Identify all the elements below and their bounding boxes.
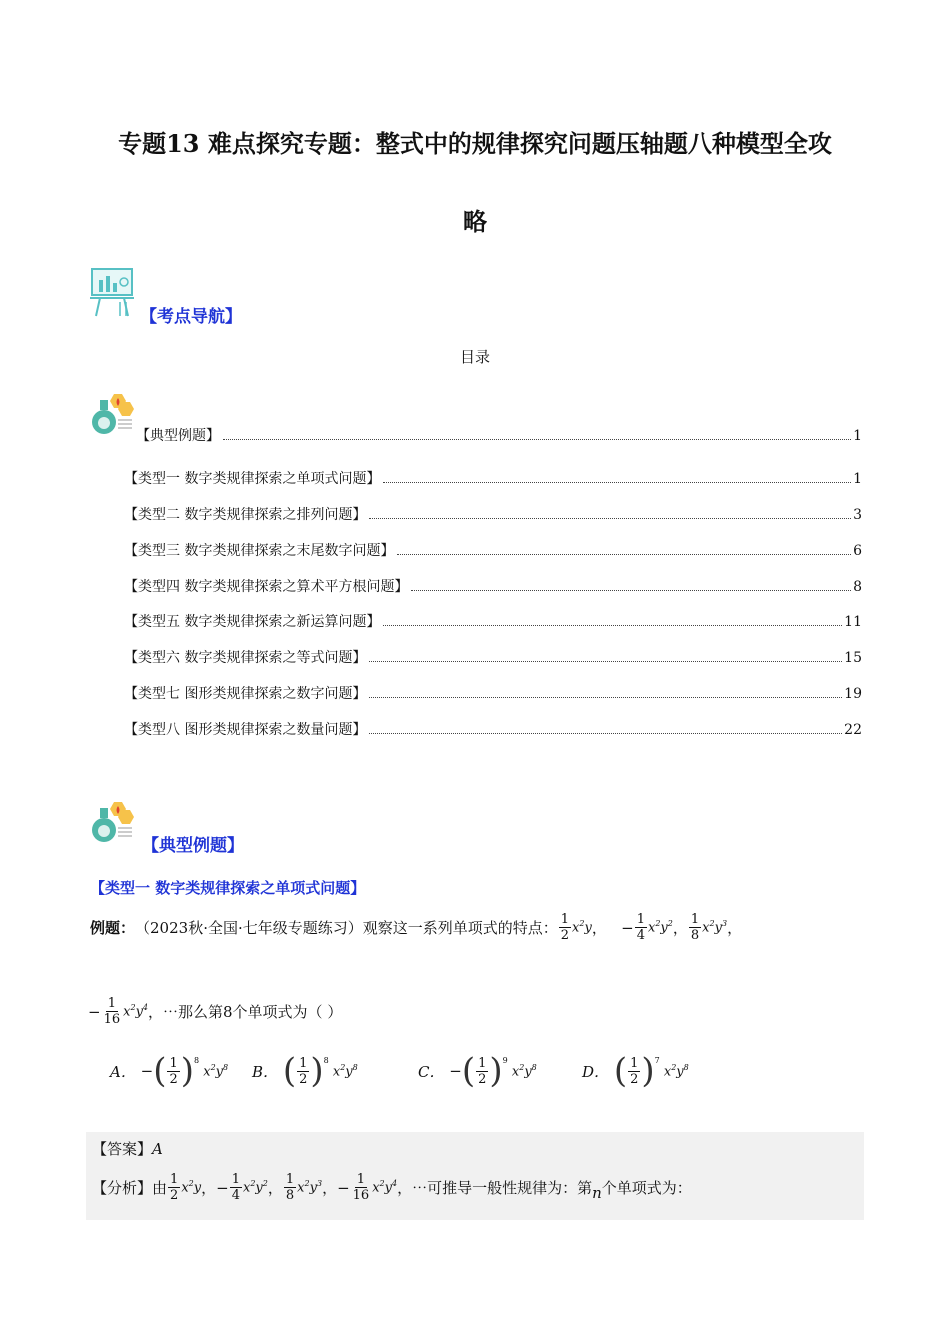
toc-item[interactable]: 【类型四 数字类规律探索之算术平方根问题】 8 bbox=[124, 579, 862, 595]
toc-item[interactable]: 【类型一 数字类规律探索之单项式问题】 1 bbox=[124, 471, 862, 487]
analysis-label: 【分析】 bbox=[92, 1179, 153, 1197]
example-source: （2023秋·全国·七年级专题练习）观察这一系列单项式的特点： bbox=[135, 919, 558, 937]
option-d[interactable]: D． ( $\frac{1}{2}$ ) $^7$ $x^2y^8$ bbox=[582, 1051, 689, 1091]
option-c[interactable]: C． − ( $\frac{1}{2}$ ) $^9$ $x^2y^8$ bbox=[418, 1051, 537, 1091]
toc-item[interactable]: 【类型二 数字类规律探索之排列问题】 3 bbox=[124, 507, 862, 523]
option-b[interactable]: B． ( $\frac{1}{2}$ ) $^8$ $x^2y^8$ bbox=[252, 1051, 358, 1091]
answer-value: A bbox=[152, 1140, 163, 1158]
answer-line bbox=[92, 1138, 163, 1159]
example-question: 例题： （2023秋·全国·七年级专题练习）观察这一系列单项式的特点： $\frac{1}{2}$ $x^2y$ ， − $\frac{1}{4}$ $x^2y^2$ ， $\frac{1}{8}$ $x^2y^3$ ， bbox=[90, 912, 743, 943]
toc-item[interactable]: 【典型例题】 1 bbox=[136, 428, 862, 444]
answer-label: 【答案】 bbox=[92, 1140, 153, 1158]
toc-item[interactable]: 【类型三 数字类规律探索之末尾数字问题】 6 bbox=[124, 543, 862, 559]
flask-hexagon-icon bbox=[88, 392, 134, 442]
example-prefix: 例题： bbox=[90, 919, 136, 937]
toc-title: 目录 bbox=[459, 348, 490, 366]
toc-item[interactable]: 【类型八 图形类规律探索之数量问题】 22 bbox=[124, 722, 862, 738]
analysis-line: 【分析】 由 $\frac{1}{2}$ $x^2y$ ， − $\frac{1}{4}$ $x^2y^2$ ， $\frac{1}{8}$ $x^2y^3$ ， − $\frac{1}{16}$ $x^2y^4$ ，⋯可推导一般性规律为：第 n 个单项式为： bbox=[92, 1172, 692, 1203]
page-title-line1: 专题13 难点探究专题：整式中的规律探究问题压轴题八种模型全攻 bbox=[118, 129, 832, 158]
toc-item[interactable]: 【类型五 数字类规律探索之新运算问题】 11 bbox=[124, 614, 862, 630]
flask-hexagon-icon bbox=[88, 800, 134, 850]
example-question-cont: − $\frac{1}{16}$ $x^2y^4$ ，⋯那么第8个单项式为（ ） bbox=[88, 996, 343, 1027]
type1-heading: 【类型一 数字类规律探索之单项式问题】 bbox=[90, 879, 366, 897]
toc-item[interactable]: 【类型七 图形类规律探索之数字问题】 19 bbox=[124, 686, 862, 702]
example-tail: ，⋯那么第8个单项式为（ ） bbox=[148, 1003, 343, 1021]
nav-label: 【考点导航】 bbox=[140, 307, 242, 327]
toc-item[interactable]: 【类型六 数字类规律探索之等式问题】 15 bbox=[124, 650, 862, 666]
option-a[interactable]: A． − ( $\frac{1}{2}$ ) $^8$ $x^2y^8$ bbox=[110, 1051, 229, 1091]
section-label: 【典型例题】 bbox=[142, 836, 244, 856]
presentation-board-icon bbox=[90, 266, 136, 322]
page-title-line2: 略 bbox=[463, 207, 487, 236]
